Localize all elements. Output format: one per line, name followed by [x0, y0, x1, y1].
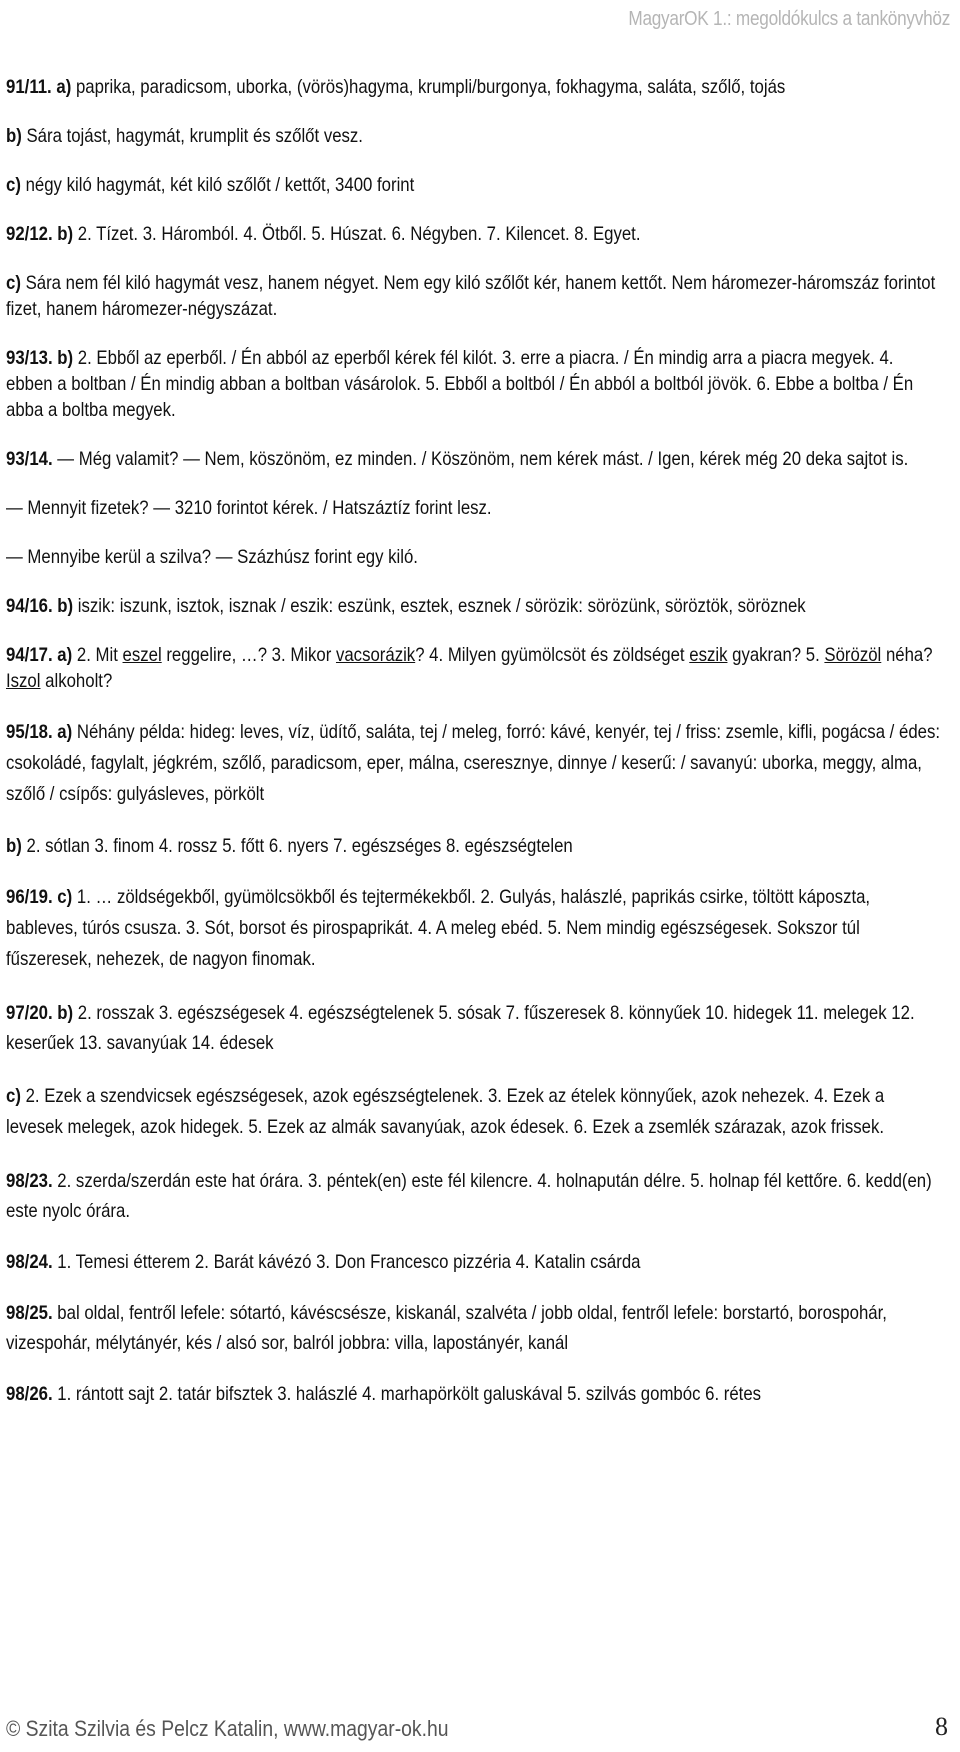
- underlined-verb: vacsorázik: [335, 644, 416, 666]
- exercise-number: 91/11.: [6, 76, 52, 98]
- exercise-91-11c: [6, 172, 943, 198]
- answer-text: 2. Ebből az eperből. / Én abból az eperből kérek fél kilót. 3. erre a piacra. / Én mindig arra a piacra megyek. 4. ebben a boltban / Én mindig abban a boltban vásárolok. 5. Ebből a boltból / Én abból a boltból jövök. 6. Ebbe a boltba / Én abba a boltba megyek.: [6, 347, 914, 421]
- answer-text: 2. Tízet. 3. Háromból. 4. Ötből. 5. Húszat. 6. Négyben. 7. Kilencet. 8. Egyet.: [77, 223, 641, 245]
- answer-text: Néhány példa: hideg: leves, víz, üdítő, saláta, tej / meleg, forró: kávé, kenyér, tej / friss: zsemle, kifli, pogácsa / édes: csokoládé, fagylalt, jégkrém, szőlő, paradicsom, eper, málna, cseresznye, dinnye / keserű: / savanyú: uborka, meggy, alma, szőlő / csípős: gulyásleves, pörkölt: [6, 721, 941, 805]
- dialog-text: — Mennyibe kerül a szilva? — Százhúsz forint egy kiló.: [6, 546, 418, 568]
- answer-text-run: gyakran? 5.: [727, 644, 825, 666]
- answer-text: paprika, paradicsom, uborka, (vörös)hagyma, krumpli/burgonya, fokhagyma, saláta, szőlő, tojás: [75, 76, 786, 98]
- exercise-91-11a: [6, 74, 943, 100]
- exercise-93-13b: [6, 345, 943, 423]
- answer-text: 1. Temesi étterem 2. Barát kávézó 3. Don Francesco pizzéria 4. Katalin csárda: [57, 1251, 641, 1273]
- answer-text-run: 2. Mit: [76, 644, 123, 666]
- underlined-verb: Iszol: [6, 670, 41, 692]
- answer-text: Sára nem fél kiló hagymát vesz, hanem négyet. Nem egy kiló szőlőt kér, hanem kettőt. Nem háromezer-háromszáz forintot fizet, hanem háromezer-négyszázat.: [6, 272, 936, 320]
- part-label: c): [57, 886, 73, 908]
- answer-text: 2. szerda/szerdán este hat órára. 3. péntek(en) este fél kilencre. 4. holnapután délre. 5. holnap fél kettőre. 6. kedd(en) este nyolc órára.: [6, 1170, 932, 1222]
- exercise-97-20c: [6, 1081, 943, 1143]
- answer-text: iszik: iszunk, isztok, isznak / eszik: eszünk, esztek, esznek / sörözik: sörözünk, söröztök, söröznek: [77, 595, 806, 617]
- exercise-number: 98/23.: [6, 1170, 53, 1192]
- part-label: b): [57, 595, 74, 617]
- answer-text-run: néha?: [881, 644, 933, 666]
- exercise-98-24: [6, 1249, 943, 1275]
- page-header-title: MagyarOK 1.: megoldókulcs a tankönyvhöz: [628, 8, 950, 30]
- part-label: b): [6, 125, 22, 147]
- page-number: 8: [935, 1712, 948, 1741]
- exercise-number: 93/14.: [6, 448, 53, 470]
- part-label: a): [57, 721, 73, 743]
- underlined-verb: Sörözöl: [824, 644, 882, 666]
- exercise-92-12b: [6, 221, 943, 247]
- exercise-93-14-line3: [6, 544, 943, 570]
- answer-text: Sára tojást, hagymát, krumplit és szőlőt vesz.: [26, 125, 363, 147]
- exercise-95-18b: [6, 833, 943, 859]
- exercise-98-25: [6, 1298, 943, 1358]
- answer-text: 2. sótlan 3. finom 4. rossz 5. főtt 6. nyers 7. egészséges 8. egészségtelen: [26, 835, 573, 857]
- footer-copyright: © Szita Szilvia és Pelcz Katalin, www.magyar-ok.hu: [6, 1716, 449, 1741]
- part-label: b): [6, 835, 22, 857]
- exercise-97-20b: [6, 998, 943, 1058]
- answer-text-run: alkoholt?: [40, 670, 113, 692]
- exercise-number: 98/25.: [6, 1302, 53, 1324]
- answer-text: négy kiló hagymát, két kiló szőlőt / kettőt, 3400 forint: [25, 174, 415, 196]
- exercise-94-17a: [6, 642, 943, 694]
- answer-text: 1. … zöldségekből, gyümölcsökből és tejtermékekből. 2. Gulyás, halászlé, paprikás csirke, töltött káposzta, bableves, túrós csusza. 3. Sót, borsot és pirospaprikát. 4. A meleg ebéd. 5. Nem mindig egészségesek. Sokszor túl fűszeresek, nehezek, de nagyon finomak.: [6, 886, 871, 970]
- answer-text: bal oldal, fentről lefele: sótartó, kávéscsésze, kiskanál, szalvéta / jobb oldal, fentről lefele: borstartó, borospohár, vizespohár, mélytányér, kés / alsó sor, balról jobbra: villa, lapostányér, kanál: [6, 1302, 887, 1354]
- part-label: b): [57, 223, 74, 245]
- answer-text-run: reggelire, …? 3. Mikor: [161, 644, 336, 666]
- exercise-number: 98/24.: [6, 1251, 53, 1273]
- exercise-96-19c: [6, 882, 943, 975]
- part-label: b): [57, 1002, 74, 1024]
- part-label: c): [6, 174, 21, 196]
- exercise-number: 93/13.: [6, 347, 53, 369]
- exercise-number: 92/12.: [6, 223, 53, 245]
- exercise-number: 96/19.: [6, 886, 53, 908]
- part-label: a): [56, 76, 72, 98]
- exercise-98-23: [6, 1166, 943, 1226]
- exercise-number: 95/18.: [6, 721, 53, 743]
- exercise-93-14-line2: [6, 495, 943, 521]
- exercise-number: 94/16.: [6, 595, 53, 617]
- part-label: b): [57, 347, 74, 369]
- answer-text: 1. rántott sajt 2. tatár bifsztek 3. halászlé 4. marhapörkölt galuskával 5. szilvás gombóc 6. rétes: [57, 1383, 762, 1405]
- underlined-verb: eszel: [122, 644, 162, 666]
- part-label: c): [6, 1085, 21, 1107]
- answer-text: 2. Ezek a szendvicsek egészségesek, azok egészségtelenek. 3. Ezek az ételek könnyűek, azok nehezek. 4. Ezek a levesek melegek, azok hidegek. 5. Ezek az almák savanyúak, azok édesek. 6. Ezek a zsemlék szárazak, azok frissek.: [6, 1085, 885, 1138]
- exercise-number: 98/26.: [6, 1383, 53, 1405]
- exercise-number: 94/17.: [6, 644, 53, 666]
- dialog-text: — Mennyit fizetek? — 3210 forintot kérek. / Hatszáztíz forint lesz.: [6, 497, 492, 519]
- exercise-number: 97/20.: [6, 1002, 53, 1024]
- part-label: c): [6, 272, 21, 294]
- exercise-92-12c: [6, 270, 943, 322]
- exercise-94-16b: [6, 593, 943, 619]
- exercise-95-18a: [6, 717, 943, 810]
- underlined-verb: eszik: [689, 644, 728, 666]
- answer-text-run: ? 4. Milyen gyümölcsöt és zöldséget: [415, 644, 690, 666]
- exercise-93-14-line1: [6, 446, 943, 472]
- exercise-98-26: [6, 1381, 943, 1407]
- exercise-91-11b: [6, 123, 943, 149]
- part-label: a): [57, 644, 73, 666]
- answer-text: 2. rosszak 3. egészségesek 4. egészségtelenek 5. sósak 7. fűszeresek 8. könnyűek 10. hidegek 11. melegek 12. keserűek 13. savanyúak 14. édesek: [6, 1002, 915, 1054]
- answer-rich-text: [6, 644, 933, 692]
- dialog-text: — Még valamit? — Nem, köszönöm, ez minden. / Köszönöm, nem kérek mást. / Igen, kérek még 20 deka sajtot is.: [57, 448, 909, 470]
- answer-key-content: [6, 74, 943, 1430]
